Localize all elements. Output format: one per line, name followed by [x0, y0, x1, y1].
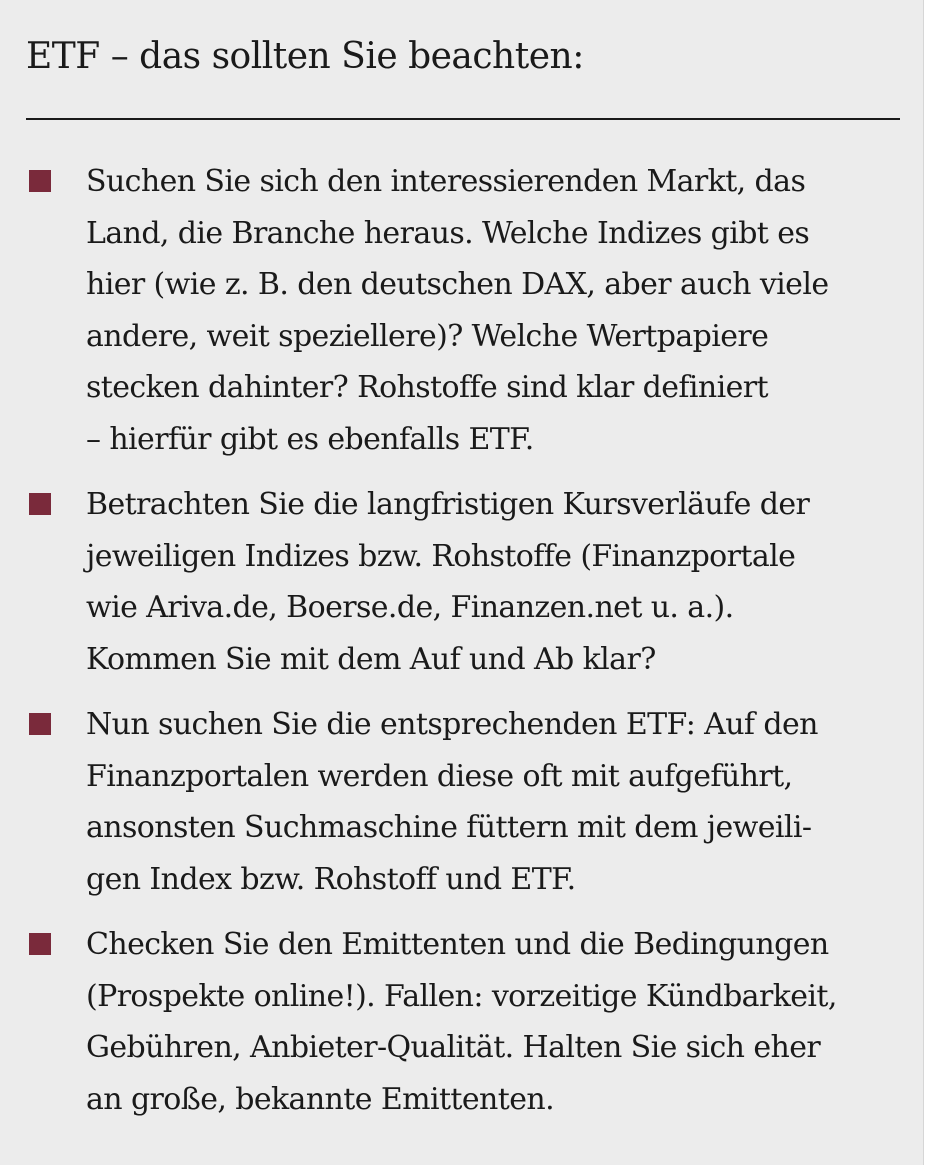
list-item [0, 919, 924, 1125]
list-item-text [86, 156, 894, 465]
text-line: Land, die Branche heraus. Welche Indizes gibt es [86, 215, 810, 251]
text-line: Gebühren, Anbieter-Qualität. Halten Sie sich eher [86, 1030, 821, 1065]
text-line: jeweiligen Indizes bzw. Rohstoffe (Finanzportale [86, 538, 796, 574]
list-item [0, 479, 924, 685]
text-line: Kommen Sie mit dem Auf und Ab klar? [86, 641, 656, 677]
text-line: Checken Sie den Emittenten und die Bedingungen [86, 927, 829, 962]
text-line: Betrachten Sie die langfristigen Kursverläufe der [86, 487, 810, 522]
text-line: wie Ariva.de, Boerse.de, Finanzen.net u. a.). [86, 590, 734, 625]
text-line: ansonsten Suchmaschine füttern mit dem jeweili- [86, 810, 812, 845]
list-item [0, 699, 924, 905]
list-item-text [86, 479, 894, 685]
list-item [0, 156, 924, 465]
list-item-text [86, 919, 894, 1125]
title-divider [26, 118, 900, 120]
list-item-text [86, 699, 894, 905]
text-line: Nun suchen Sie die entsprechenden ETF: Auf den [86, 707, 818, 742]
text-line: (Prospekte online!). Fallen: vorzeitige Kündbarkeit, [86, 978, 837, 1014]
tips-list [0, 156, 924, 1139]
text-line: an große, bekannte Emittenten. [86, 1081, 555, 1117]
square-bullet-icon [29, 713, 51, 735]
text-line: hier (wie z. B. den deutschen DAX, aber auch viele [86, 267, 829, 302]
square-bullet-icon [29, 170, 51, 192]
text-line: andere, weit speziellere)? Welche Wertpapiere [86, 318, 769, 354]
square-bullet-icon [29, 933, 51, 955]
text-line: Suchen Sie sich den interessierenden Markt, das [86, 164, 806, 199]
square-bullet-icon [29, 493, 51, 515]
text-line: stecken dahinter? Rohstoffe sind klar definiert [86, 370, 768, 405]
text-line: Finanzportalen werden diese oft mit aufgeführt, [86, 758, 793, 794]
box-title: ETF – das sollten Sie beachten: [26, 36, 584, 77]
text-line: gen Index bzw. Rohstoff und ETF. [86, 861, 576, 897]
text-line: – hierfür gibt es ebenfalls ETF. [86, 421, 534, 457]
